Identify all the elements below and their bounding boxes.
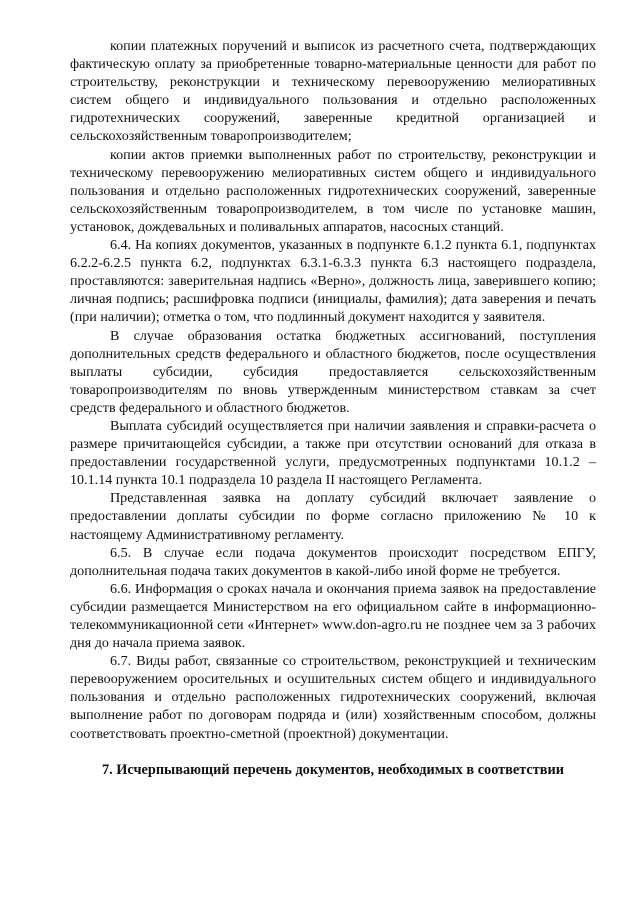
paragraph-6-6: 6.6. Информация о сроках начала и окончания приема заявок на предоставление субсидии размещается Министерством на его официальном сайте в информационно-телекоммуникационной сети «Интернет» www.don-agro.ru не позднее чем за 3 рабочих дня до начала приема заявок. bbox=[70, 580, 596, 652]
paragraph-subsidy-payment: Выплата субсидий осуществляется при наличии заявления и справки-расчета о размере причитающейся субсидии, а также при отсутствии оснований для отказа в предоставлении государственной услуги, предусмотренных подпунктами 10.1.2 – 10.1.14 пункта 10.1 подраздела 10 раздела II настоящего Регламента. bbox=[70, 417, 596, 489]
paragraph-6-4: 6.4. На копиях документов, указанных в подпункте 6.1.2 пункта 6.1, подпунктах 6.2.2-6.2.5 пункта 6.2, подпунктах 6.3.1-6.3.3 пункта 6.3 настоящего подраздела, проставляются: заверительная надпись «Верно», должность лица, заверившего копию; личная подпись; расшифровка подписи (инициалы, фамилия); дата заверения и печать (при наличии); отметка о том, что подлинный документ находится у заявителя. bbox=[70, 237, 596, 326]
document-page bbox=[70, 37, 596, 779]
section-heading: 7. Исчерпывающий перечень документов, необходимых в соответствии bbox=[101, 761, 565, 778]
paragraph-budget-remainder: В случае образования остатка бюджетных ассигнований, поступления дополнительных средств федерального и областного бюджетов, после осуществления выплаты субсидии, субсидия предоставляется сельскохозяйственным товаропроизводителям по вновь утвержденным министерством ставкам за счет средств федерального и областного бюджетов. bbox=[70, 327, 596, 416]
paragraph-6-7: 6.7. Виды работ, связанные со строительством, реконструкцией и техническим перевооружением оросительных и осушительных систем общего и индивидуального пользования и отдельно расположенных гидротехнических сооружений, включая выполнение работ по договорам подряда и (или) хозяйственным способом, должны соответствовать проектно-сметной (проектной) документации. bbox=[70, 653, 596, 742]
paragraph-payment-orders: копии платежных поручений и выписок из расчетного счета, подтверждающих фактическую оплату за приобретенные товарно-материальные ценности для работ по строительству, реконструкции и техническому перевооружению мелиоративных систем общего и индивидуального пользования и отдельно расположенных гидротехнических сооружений, заверенные кредитной организацией и сельскохозяйственным товаропроизводителем; bbox=[70, 38, 596, 145]
paragraph-surcharge-application: Представленная заявка на доплату субсидий включает заявление о предоставлении доплаты субсидии по форме согласно приложению № 10 к настоящему Административному регламенту. bbox=[70, 490, 596, 543]
paragraph-6-5: 6.5. В случае если подача документов происходит посредством ЕПГУ, дополнительная подача таких документов в какой-либо иной форме не требуется. bbox=[70, 544, 596, 579]
paragraph-acceptance-acts: копии актов приемки выполненных работ по строительству, реконструкции и техническому перевооружению мелиоративных систем общего и индивидуального пользования и отдельно расположенных гидротехнических сооружений, заверенные сельскохозяйственным товаропроизводителем, в том числе по установке машин, установок, дождевальных и поливальных аппаратов, насосных станций. bbox=[70, 146, 596, 235]
